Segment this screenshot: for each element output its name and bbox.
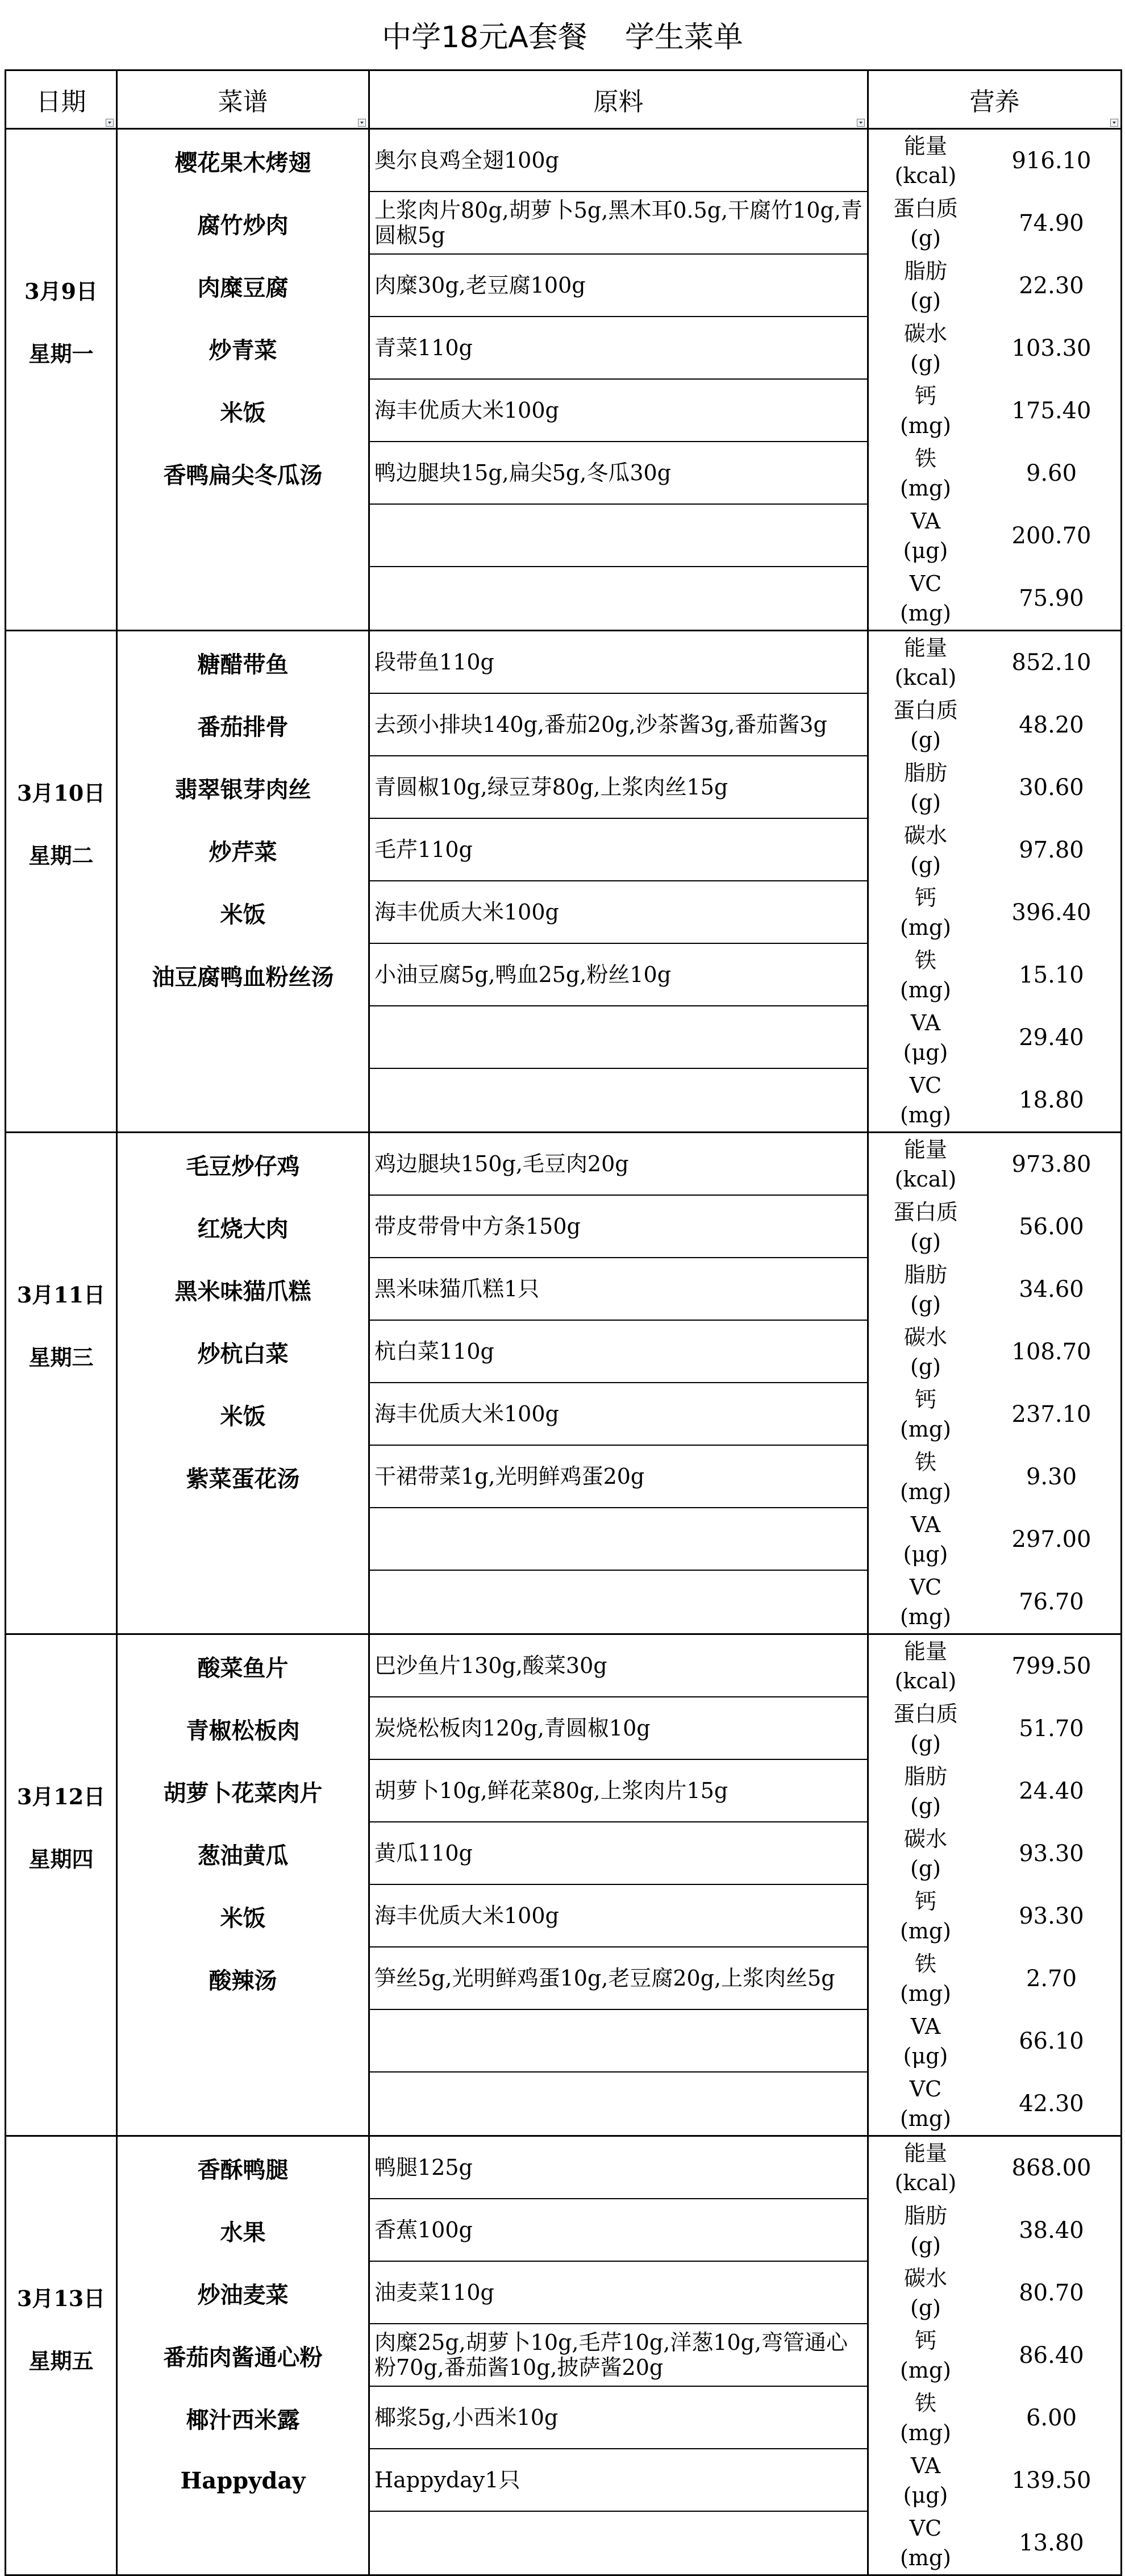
nutrient-value: 9.60 — [1026, 460, 1077, 486]
ingredient-line: 杭白菜110g — [370, 1321, 867, 1383]
header-dishes: 菜谱 — [117, 70, 369, 129]
ingredient-line: 青圆椒10g,绿豆芽80g,上浆肉丝15g — [370, 756, 867, 819]
nutrient-value: 75.90 — [1019, 585, 1084, 611]
header-nutrition: 营养 — [868, 70, 1122, 129]
nutrient-label: 蛋白质 (g) — [893, 698, 958, 752]
nutrient-value: 868.00 — [1011, 2155, 1091, 2181]
nutrition-cell — [868, 129, 1122, 631]
nutrition-item — [869, 1760, 1120, 1822]
nutrient-label: 蛋白质 (g) — [893, 1701, 958, 1756]
nutrient-value: 103.30 — [1011, 335, 1091, 361]
nutrition-item — [869, 2449, 1120, 2512]
nutrient-value: 15.10 — [1019, 962, 1084, 988]
dish-name: 油豆腐鸭血粉丝汤 — [152, 963, 334, 991]
nutrient-value: 297.00 — [1011, 1526, 1091, 1553]
day-row — [6, 1133, 1122, 1634]
date-label: 3月12日 — [16, 1784, 106, 1809]
ingredient-line: 小油豆腐5g,鸭血25g,粉丝10g — [370, 944, 867, 1006]
ingredient-line: 奥尔良鸡全翅100g — [370, 130, 867, 192]
nutrient-value: 9.30 — [1026, 1464, 1077, 1490]
nutrient-label: 碳水 (g) — [903, 321, 947, 376]
dish-name: 毛豆炒仔鸡 — [186, 1152, 300, 1180]
nutrient-label: 脂肪 (g) — [903, 1262, 947, 1317]
date-cell — [6, 1634, 117, 2136]
dish-name: 肉糜豆腐 — [197, 274, 289, 301]
nutrient-label: VA (μg) — [903, 1010, 948, 1065]
nutrition-item — [869, 1446, 1120, 1508]
day-row — [6, 129, 1122, 631]
nutrient-label: 脂肪 (g) — [903, 760, 947, 815]
ingredient-line — [370, 1571, 867, 1633]
dish-name: 米饭 — [220, 1403, 266, 1430]
nutrition-cell — [868, 631, 1122, 1133]
nutrition-cell — [868, 2136, 1122, 2575]
dish-name: 红烧大肉 — [197, 1215, 289, 1242]
nutrition-item — [869, 1383, 1120, 1446]
nutrition-cell — [868, 1133, 1122, 1634]
nutrition-item — [869, 317, 1120, 380]
date-label: 3月13日 — [16, 2286, 106, 2311]
ingredient-line: 肉糜25g,胡萝卜10g,毛芹10g,洋葱10g,弯管通心粉70g,番茄酱10g,披萨酱20g — [370, 2324, 867, 2387]
dish-name: Happyday — [180, 2467, 306, 2494]
ingredient-line: 海丰优质大米100g — [370, 881, 867, 944]
nutrient-label: 铁 (mg) — [899, 2391, 951, 2445]
nutrient-label: VC (mg) — [899, 1575, 951, 1629]
menu-table — [5, 69, 1122, 2576]
nutrition-item — [869, 1635, 1120, 1697]
nutrition-item — [869, 944, 1120, 1006]
nutrient-value: 237.10 — [1011, 1401, 1091, 1428]
nutrition-item — [869, 819, 1120, 881]
nutrition-item — [869, 130, 1120, 192]
dish-name: 炒油麦菜 — [197, 2281, 289, 2308]
ingredient-line: 椰浆5g,小西米10g — [370, 2387, 867, 2449]
nutrient-label: VA (μg) — [903, 2014, 948, 2069]
nutrient-value: 108.70 — [1011, 1339, 1091, 1365]
ingredient-line — [370, 1069, 867, 1131]
nutrient-label: VA (μg) — [903, 509, 948, 563]
dish-name: 翡翠银芽肉丝 — [174, 776, 311, 803]
ingredient-line: 肉糜30g,老豆腐100g — [370, 255, 867, 317]
nutrient-label: 碳水 (g) — [903, 2266, 947, 2320]
ingredient-line: 黄瓜110g — [370, 1822, 867, 1885]
date-cell — [6, 129, 117, 631]
nutrient-value: 80.70 — [1019, 2280, 1084, 2306]
nutrient-label: VC (mg) — [899, 571, 951, 626]
nutrient-value: 916.10 — [1011, 148, 1091, 174]
dish-name: 香鸭扁尖冬瓜汤 — [163, 461, 323, 489]
nutrition-item — [869, 1196, 1120, 1258]
ingredient-line — [370, 2073, 867, 2135]
nutrient-value: 13.80 — [1019, 2530, 1084, 2556]
dish-name: 糖醋带鱼 — [197, 651, 289, 678]
ingredient-line — [370, 505, 867, 567]
date-label: 3月10日 — [16, 780, 106, 806]
weekday-label: 星期二 — [28, 843, 94, 868]
dish-name: 青椒松板肉 — [186, 1717, 300, 1744]
nutrition-item — [869, 1697, 1120, 1760]
dish-name: 番茄排骨 — [197, 713, 289, 740]
dish-name: 炒杭白菜 — [197, 1340, 289, 1367]
nutrition-item — [869, 442, 1120, 505]
dish-name: 米饭 — [220, 1904, 266, 1932]
dish-name: 腐竹炒肉 — [197, 211, 289, 239]
header-materials: 原料 — [369, 70, 868, 129]
nutrient-value: 22.30 — [1019, 273, 1084, 299]
ingredient-line: 上浆肉片80g,胡萝卜5g,黑木耳0.5g,干腐竹10g,青圆椒5g — [370, 192, 867, 255]
nutrient-value: 66.10 — [1019, 2028, 1084, 2054]
nutrition-item — [869, 2199, 1120, 2262]
dish-name: 米饭 — [220, 901, 266, 928]
nutrition-item — [869, 2512, 1120, 2574]
nutrient-value: 18.80 — [1019, 1087, 1084, 1113]
ingredient-line: 带皮带骨中方条150g — [370, 1196, 867, 1258]
ingredient-line: 干裙带菜1g,光明鲜鸡蛋20g — [370, 1446, 867, 1508]
day-row — [6, 631, 1122, 1133]
ingredient-line: 黑米味猫爪糕1只 — [370, 1258, 867, 1321]
nutrient-label: 脂肪 (g) — [903, 259, 947, 313]
nutrition-item — [869, 505, 1120, 567]
filter-dropdown-icon[interactable] — [358, 119, 366, 127]
nutrient-value: 24.40 — [1019, 1778, 1084, 1804]
nutrition-cell — [868, 1634, 1122, 2136]
nutrient-label: 铁 (mg) — [899, 446, 951, 501]
nutrient-label: 铁 (mg) — [899, 948, 951, 1002]
nutrition-item — [869, 1885, 1120, 1947]
ingredient-line: 炭烧松板肉120g,青圆椒10g — [370, 1697, 867, 1760]
nutrition-item — [869, 694, 1120, 756]
ingredient-line — [370, 2512, 867, 2574]
nutrient-label: 能量 (kcal) — [894, 1137, 957, 1192]
ingredient-line — [370, 1006, 867, 1069]
date-label: 3月9日 — [24, 278, 98, 304]
ingredient-line: 海丰优质大米100g — [370, 1383, 867, 1446]
dish-name: 樱花果木烤翅 — [174, 149, 311, 176]
nutrient-value: 42.30 — [1019, 2091, 1084, 2117]
nutrition-item — [869, 1258, 1120, 1321]
nutrition-item — [869, 2324, 1120, 2387]
nutrient-label: 蛋白质 (g) — [893, 1200, 958, 1254]
nutrient-label: VC (mg) — [899, 2516, 951, 2570]
header-date: 日期 — [6, 70, 117, 129]
materials-cell — [369, 2136, 868, 2575]
materials-cell — [369, 631, 868, 1133]
ingredient-line: 鸭边腿块15g,扁尖5g,冬瓜30g — [370, 442, 867, 505]
nutrition-item — [869, 192, 1120, 255]
date-cell — [6, 1133, 117, 1634]
dish-name: 紫菜蛋花汤 — [186, 1465, 300, 1492]
dishes-cell — [117, 129, 369, 631]
weekday-label: 星期一 — [28, 341, 94, 367]
materials-cell — [369, 1634, 868, 2136]
ingredient-line: 胡萝卜10g,鲜花菜80g,上浆肉片15g — [370, 1760, 867, 1822]
nutrient-value: 396.40 — [1011, 900, 1091, 926]
nutrient-value: 2.70 — [1026, 1966, 1077, 1992]
menu-title: 中学18元A套餐 学生菜单 — [382, 20, 743, 55]
nutrient-value: 175.40 — [1011, 398, 1091, 424]
nutrient-label: 能量 (kcal) — [894, 1639, 957, 1693]
day-row — [6, 1634, 1122, 2136]
nutrient-value: 30.60 — [1019, 775, 1084, 801]
nutrient-value: 38.40 — [1019, 2217, 1084, 2244]
nutrient-value: 29.40 — [1019, 1025, 1084, 1051]
nutrition-item — [869, 1947, 1120, 2010]
nutrient-label: 铁 (mg) — [899, 1951, 951, 2006]
nutrient-label: 能量 (kcal) — [894, 635, 957, 690]
materials-cell — [369, 129, 868, 631]
materials-cell — [369, 1133, 868, 1634]
ingredient-line: 青菜110g — [370, 317, 867, 380]
nutrient-label: 钙 (mg) — [899, 384, 951, 438]
dishes-cell — [117, 631, 369, 1133]
ingredient-line: 鸭腿125g — [370, 2137, 867, 2199]
nutrition-item — [869, 1133, 1120, 1196]
dishes-cell — [117, 2136, 369, 2575]
nutrient-label: 碳水 (g) — [903, 1826, 947, 1881]
nutrition-item — [869, 1006, 1120, 1069]
nutrition-item — [869, 756, 1120, 819]
ingredient-line: 鸡边腿块150g,毛豆肉20g — [370, 1133, 867, 1196]
dishes-cell — [117, 1634, 369, 2136]
ingredient-line: Happyday1只 — [370, 2449, 867, 2512]
nutrient-value: 799.50 — [1011, 1653, 1091, 1679]
filter-dropdown-icon[interactable] — [1110, 119, 1118, 127]
header-row — [6, 70, 1122, 129]
weekday-label: 星期五 — [28, 2348, 94, 2374]
nutrient-value: 200.70 — [1011, 523, 1091, 549]
nutrient-value: 6.00 — [1026, 2405, 1077, 2431]
nutrition-item — [869, 2010, 1120, 2073]
nutrient-label: VA (μg) — [903, 2453, 948, 2508]
nutrient-label: 碳水 (g) — [903, 823, 947, 877]
nutrient-label: 能量 (kcal) — [894, 2141, 957, 2195]
dishes-cell — [117, 1133, 369, 1634]
nutrition-item — [869, 567, 1120, 630]
nutrient-value: 139.50 — [1011, 2467, 1091, 2494]
nutrient-value: 93.30 — [1019, 1903, 1084, 1929]
nutrition-item — [869, 1321, 1120, 1383]
ingredient-line: 油麦菜110g — [370, 2262, 867, 2324]
nutrition-item — [869, 2137, 1120, 2199]
nutrient-label: 碳水 (g) — [903, 1325, 947, 1379]
nutrition-item — [869, 380, 1120, 442]
nutrient-value: 93.30 — [1019, 1841, 1084, 1867]
dish-name: 椰汁西米露 — [186, 2406, 300, 2433]
nutrition-item — [869, 2262, 1120, 2324]
date-label: 3月11日 — [16, 1282, 106, 1308]
dish-name: 葱油黄瓜 — [197, 1842, 289, 1869]
weekday-label: 星期三 — [28, 1345, 94, 1370]
dish-name: 炒芹菜 — [209, 838, 277, 865]
nutrient-label: 脂肪 (g) — [903, 1764, 947, 1818]
ingredient-line — [370, 1508, 867, 1571]
ingredient-line — [370, 567, 867, 630]
nutrient-label: 铁 (mg) — [899, 1450, 951, 1504]
nutrient-value: 56.00 — [1019, 1214, 1084, 1240]
ingredient-line: 巴沙鱼片130g,酸菜30g — [370, 1635, 867, 1697]
nutrition-item — [869, 2387, 1120, 2449]
dish-name: 黑米味猫爪糕 — [174, 1277, 311, 1305]
nutrition-item — [869, 881, 1120, 944]
ingredient-line: 香蕉100g — [370, 2199, 867, 2262]
ingredient-line — [370, 2010, 867, 2073]
nutrient-label: 脂肪 (g) — [903, 2203, 947, 2258]
ingredient-line: 毛芹110g — [370, 819, 867, 881]
nutrient-value: 48.20 — [1019, 712, 1084, 738]
nutrient-value: 34.60 — [1019, 1276, 1084, 1302]
page-title — [0, 0, 1125, 68]
nutrient-label: 蛋白质 (g) — [893, 196, 958, 251]
day-row — [6, 2136, 1122, 2575]
ingredient-line: 海丰优质大米100g — [370, 1885, 867, 1947]
nutrient-label: 钙 (mg) — [899, 2328, 951, 2383]
nutrient-label: VC (mg) — [899, 1073, 951, 1127]
dish-name: 胡萝卜花菜肉片 — [163, 1779, 323, 1807]
dish-name: 酸辣汤 — [209, 1967, 277, 1994]
weekday-label: 星期四 — [28, 1846, 94, 1872]
nutrition-item — [869, 1571, 1120, 1633]
nutrient-value: 51.70 — [1019, 1716, 1084, 1742]
ingredient-line: 去颈小排块140g,番茄20g,沙茶酱3g,番茄酱3g — [370, 694, 867, 756]
nutrient-label: 能量 (kcal) — [894, 134, 957, 188]
date-cell — [6, 631, 117, 1133]
nutrition-item — [869, 631, 1120, 694]
date-cell — [6, 2136, 117, 2575]
nutrient-label: VC (mg) — [899, 2076, 951, 2131]
filter-dropdown-icon[interactable] — [106, 119, 114, 127]
nutrient-label: VA (μg) — [903, 1512, 948, 1567]
ingredient-line: 笋丝5g,光明鲜鸡蛋10g,老豆腐20g,上浆肉丝5g — [370, 1947, 867, 2010]
nutrition-item — [869, 1822, 1120, 1885]
nutrient-value: 76.70 — [1019, 1589, 1084, 1615]
ingredient-line: 段带鱼110g — [370, 631, 867, 694]
nutrient-value: 74.90 — [1019, 210, 1084, 236]
nutrition-item — [869, 2073, 1120, 2135]
dish-name: 水果 — [220, 2219, 266, 2246]
nutrient-value: 852.10 — [1011, 650, 1091, 676]
dish-name: 酸菜鱼片 — [197, 1654, 289, 1682]
nutrient-value: 973.80 — [1011, 1151, 1091, 1177]
nutrition-item — [869, 1069, 1120, 1131]
nutrient-label: 钙 (mg) — [899, 1889, 951, 1944]
dish-name: 番茄肉酱通心粉 — [163, 2344, 323, 2371]
nutrient-value: 97.80 — [1019, 837, 1084, 863]
nutrition-item — [869, 1508, 1120, 1571]
dish-name: 炒青菜 — [209, 336, 277, 364]
nutrient-value: 86.40 — [1019, 2342, 1084, 2369]
filter-dropdown-icon[interactable] — [857, 119, 865, 127]
nutrient-label: 钙 (mg) — [899, 885, 951, 940]
nutrient-label: 钙 (mg) — [899, 1387, 951, 1442]
dish-name: 香酥鸭腿 — [197, 2156, 289, 2183]
nutrition-item — [869, 255, 1120, 317]
ingredient-line: 海丰优质大米100g — [370, 380, 867, 442]
dish-name: 米饭 — [220, 399, 266, 426]
